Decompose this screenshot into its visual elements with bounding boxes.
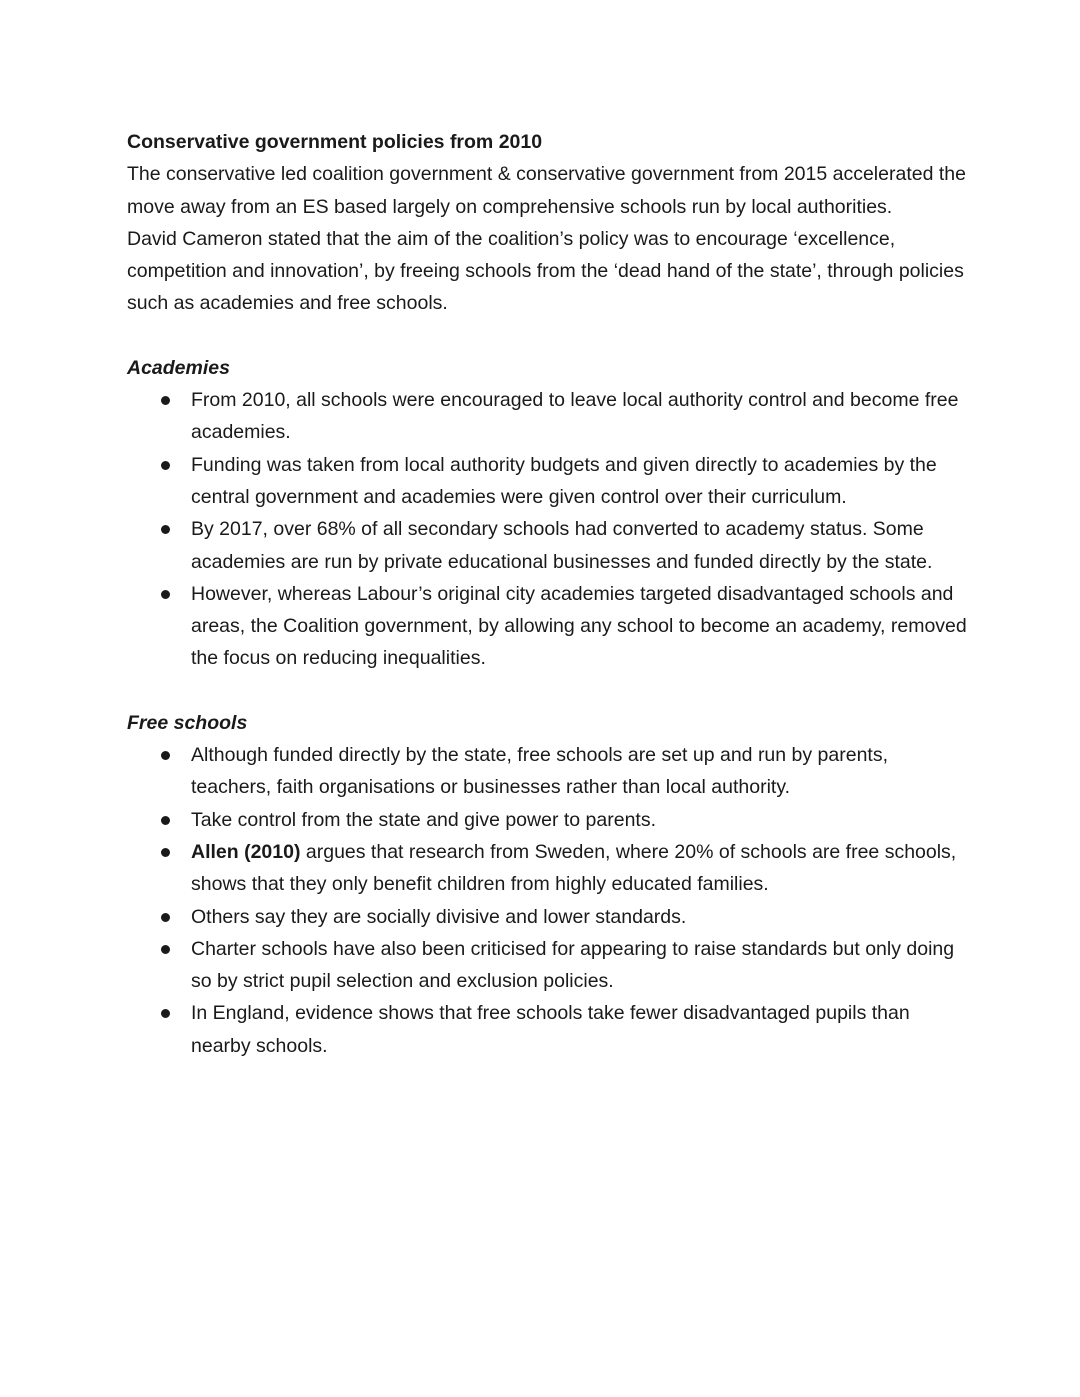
- list-item: Although funded directly by the state, free schools are set up and run by parents, teachers, faith organisations or businesses rather than local authority.: [127, 739, 967, 804]
- document-page: [127, 126, 967, 1062]
- intro-paragraph: The conservative led coalition government & conservative government from 2015 accelerated the move away from an ES based largely on comprehensive schools run by local authorities.: [127, 163, 966, 218]
- citation-bold: Allen (2010): [191, 840, 301, 863]
- free-schools-section-title: Free schools: [127, 711, 248, 734]
- intro-paragraph: David Cameron stated that the aim of the coalition’s policy was to encourage ‘excellence, competition and innovation’, by freeing schools from the ‘dead hand of the state’, through policies such as academies and free schools.: [127, 227, 964, 315]
- document-heading: Conservative government policies from 2010: [127, 131, 543, 153]
- list-item: Take control from the state and give power to parents.: [127, 804, 967, 836]
- list-item: However, whereas Labour’s original city academies targeted disadvantaged schools and areas, the Coalition government, by allowing any school to become an academy, removed the focus on reducing inequalities.: [127, 578, 967, 675]
- list-item: From 2010, all schools were encouraged to leave local authority control and become free academies.: [127, 384, 967, 449]
- academies-list: [127, 384, 967, 675]
- list-item: Others say they are socially divisive and lower standards.: [127, 901, 967, 933]
- list-item: Funding was taken from local authority budgets and given directly to academies by the central government and academies were given control over their curriculum.: [127, 449, 967, 514]
- free-schools-list: [127, 739, 967, 1062]
- list-item-allen: [127, 836, 967, 901]
- citation-text: argues that research from Sweden, where 20% of schools are free schools, shows that they only benefit children from highly educated families.: [191, 840, 957, 896]
- list-item: Charter schools have also been criticised for appearing to raise standards but only doing so by strict pupil selection and exclusion policies.: [127, 933, 967, 998]
- list-item: By 2017, over 68% of all secondary schools had converted to academy status. Some academies are run by private educational businesses and funded directly by the state.: [127, 513, 967, 578]
- list-item: In England, evidence shows that free schools take fewer disadvantaged pupils than nearby schools.: [127, 997, 967, 1062]
- academies-section-title: Academies: [127, 356, 230, 379]
